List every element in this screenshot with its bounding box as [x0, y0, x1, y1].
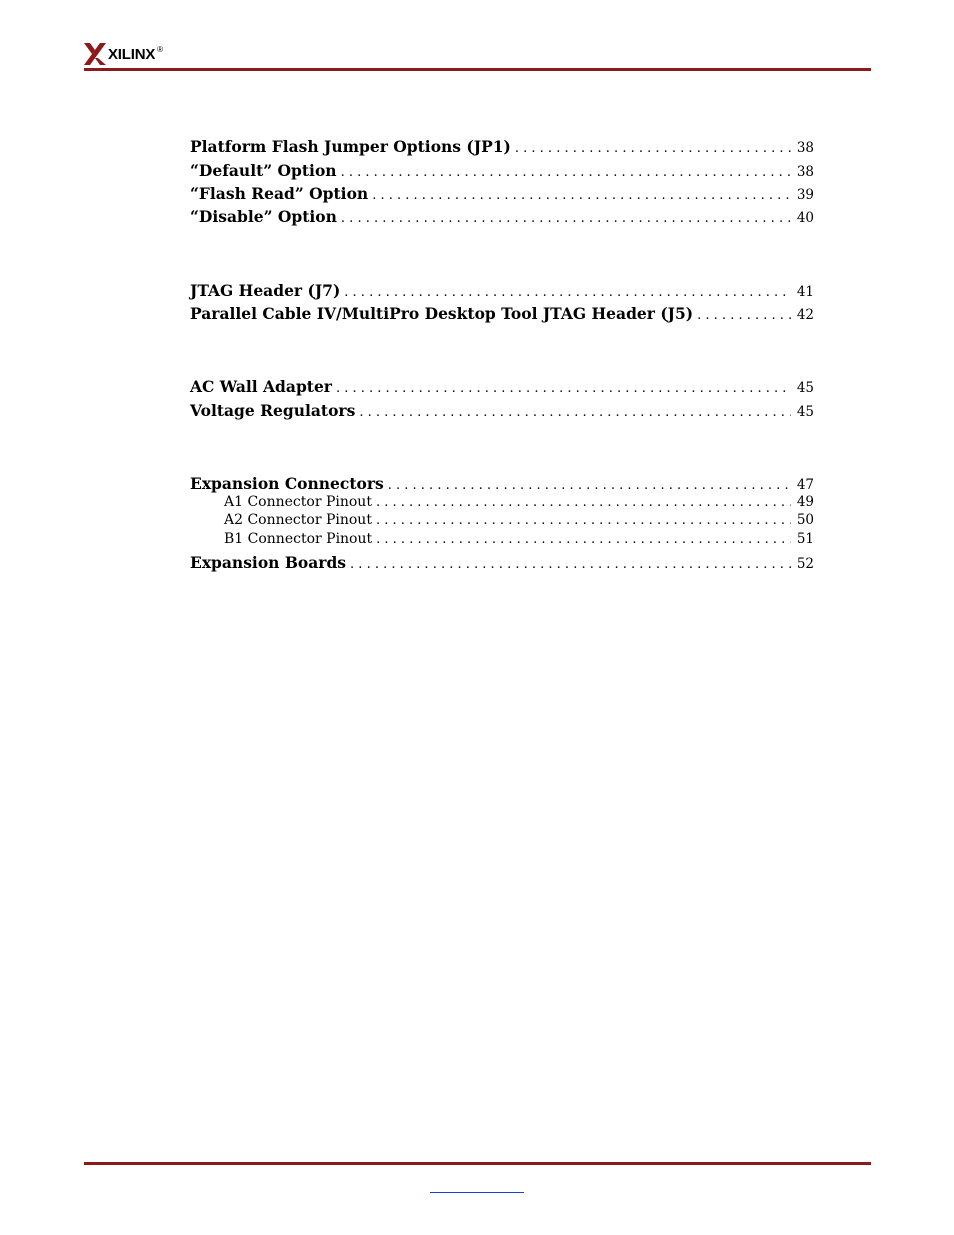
toc-entry-page: 45 [796, 380, 814, 396]
toc-entry-page: 42 [796, 307, 814, 323]
toc-entry[interactable] [190, 281, 814, 300]
toc-leader-dots [341, 211, 791, 226]
toc-leader-dots [350, 557, 791, 572]
toc-entry-page: 38 [796, 140, 814, 156]
toc-leader-dots [376, 513, 791, 528]
toc-leader-dots [372, 188, 791, 203]
toc-entry-title: A1 Connector Pinout [224, 494, 372, 510]
header-rule [84, 68, 871, 71]
footer-link[interactable] [430, 1178, 524, 1193]
toc-entry[interactable] [190, 304, 814, 323]
toc-entry[interactable] [190, 474, 814, 493]
registered-mark: ® [157, 44, 164, 54]
toc-leader-dots [376, 532, 791, 547]
toc-entry-page: 49 [796, 494, 814, 510]
toc-entry[interactable] [190, 137, 814, 156]
toc-entry-title: Expansion Boards [190, 553, 347, 572]
toc-entry-page: 38 [796, 164, 814, 180]
toc-subentry[interactable] [224, 494, 814, 510]
toc-leader-dots [341, 165, 791, 180]
toc-entry-title: JTAG Header (J7) [190, 281, 341, 300]
xilinx-logo-icon [84, 43, 106, 65]
toc-leader-dots [376, 495, 791, 510]
toc-entry-title: “Flash Read” Option [190, 184, 369, 203]
toc-entry[interactable] [190, 401, 814, 420]
toc-leader-dots [336, 381, 791, 396]
toc-leader-dots [515, 141, 791, 156]
logo-wordmark: XILINX [108, 45, 156, 63]
toc-entry-title: “Default” Option [190, 161, 337, 180]
toc-entry[interactable] [190, 161, 814, 180]
toc-entry-title: AC Wall Adapter [190, 377, 332, 396]
toc-entry-title: Platform Flash Jumper Options (JP1) [190, 137, 511, 156]
toc-leader-dots [697, 308, 791, 323]
toc-entry-page: 41 [796, 284, 814, 300]
toc-entry[interactable] [190, 184, 814, 203]
toc-leader-dots [388, 478, 791, 493]
toc-entry-title: A2 Connector Pinout [224, 512, 372, 528]
toc-entry-title: Expansion Connectors [190, 474, 384, 493]
toc-entry-page: 51 [796, 531, 814, 547]
toc-entry-title: Voltage Regulators [190, 401, 356, 420]
toc-leader-dots [344, 285, 791, 300]
toc-subentry[interactable] [224, 531, 814, 547]
toc-entry-page: 39 [796, 187, 814, 203]
toc-entry-title: “Disable” Option [190, 207, 337, 226]
toc-entry-page: 45 [796, 404, 814, 420]
toc-subentry[interactable] [224, 512, 814, 528]
footer-rule [84, 1162, 871, 1165]
xilinx-logo [84, 42, 163, 66]
toc-entry-title: Parallel Cable IV/MultiPro Desktop Tool JTAG Header (J5) [190, 304, 694, 323]
toc-entry[interactable] [190, 553, 814, 572]
toc-entry[interactable] [190, 377, 814, 396]
toc-entry-page: 52 [796, 556, 814, 572]
toc-entry[interactable] [190, 207, 814, 226]
toc-leader-dots [359, 405, 791, 420]
toc-entry-page: 40 [796, 210, 814, 226]
toc-entry-title: B1 Connector Pinout [224, 531, 373, 547]
toc-entry-page: 50 [796, 512, 814, 528]
toc-entry-page: 47 [796, 477, 814, 493]
